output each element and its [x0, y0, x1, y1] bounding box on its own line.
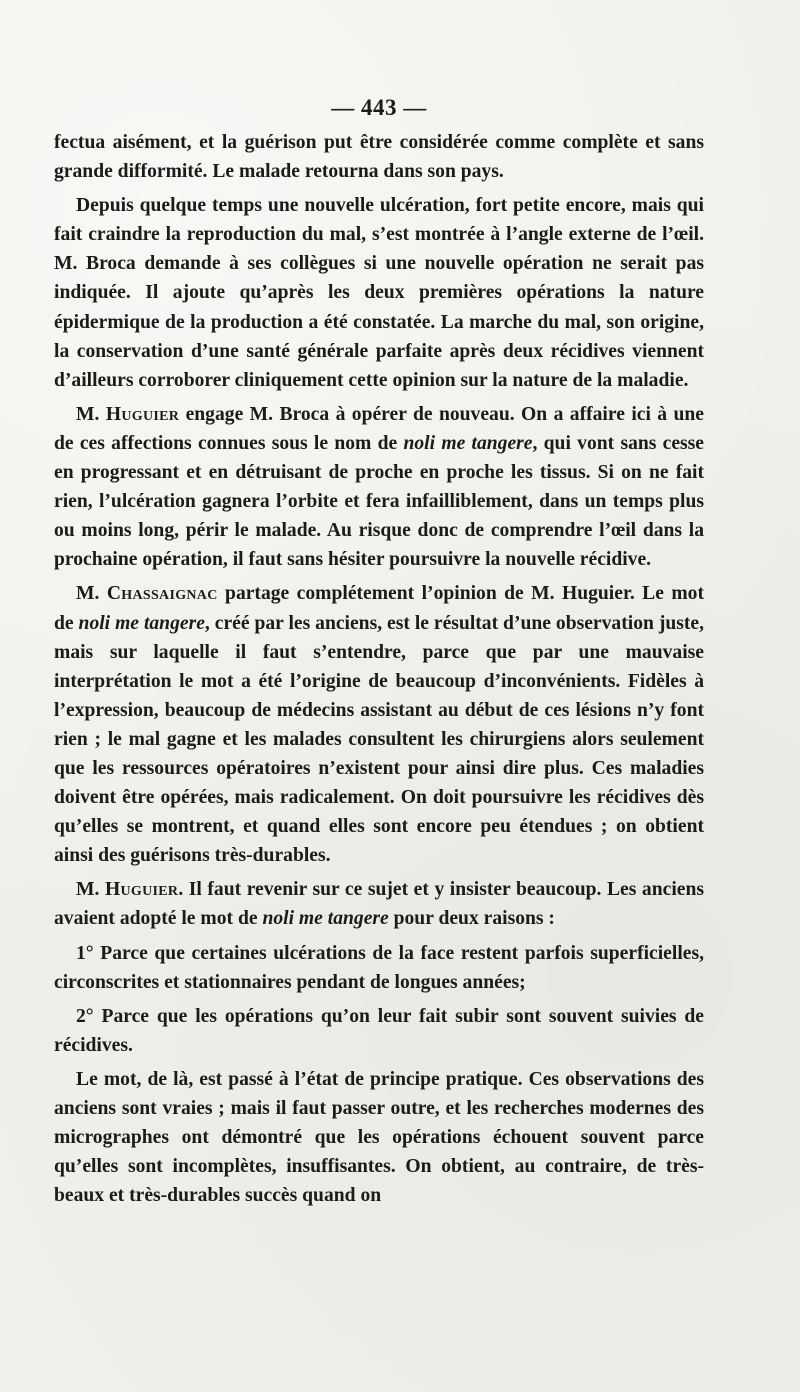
text-segment: noli me tangere [78, 612, 205, 634]
text-segment: Depuis quelque temps une nouvelle ulcération, fort petite encore, mais qui fait craindre la reproduction du mal, s’est montrée à l’angle externe de l’œil. M. Broca demande à ses collègues si une nouvelle opération ne serait pas indiquée. Il ajoute qu’après les deux premières opérations la nature épidermique de la production a été constatée. La marche du mal, son origine, la conservation d’une santé générale parfaite après deux récidives viennent d’ailleurs corroborer cliniquement cette opinion sur la nature de la maladie. [54, 195, 704, 391]
text-segment: Chassaignac [106, 583, 218, 605]
paragraph-2 [54, 191, 704, 395]
paragraph-6 [54, 939, 704, 997]
text-segment: noli me tangere [262, 908, 389, 930]
page-number: — 443 — [331, 95, 427, 120]
text-segment: noli me tangere [403, 432, 533, 454]
text-segment: Le mot, de là, est passé à l’état de principe pratique. Ces observations des anciens sont vraies ; mais il faut passer outre, et les recherches modernes des micrographes ont démontré que les opérations échouent souvent parce qu’elles sont incomplètes, insuffisantes. On obtient, au contraire, de très-beaux et très-durables succès quand on [54, 1068, 704, 1207]
paragraph-1 [54, 128, 704, 186]
text-segment: . Il faut revenir sur ce sujet et y insister beaucoup. Les anciens avaient adopté le mot de [54, 879, 704, 930]
text-segment: , créé par les anciens, est le résultat d’une observation juste, mais sur laquelle il faut s’entendre, parce que par une mauvaise interprétation le mot a été l’origine de beaucoup d’inconvénients. Fidèles à l’expression, beaucoup de médecins assistant au début de ces lésions n’y font rien ; le mal gagne et les malades consultent les chirurgiens alors seulement que les ressources opératoires n’existent pour ainsi dire plus. Ces maladies doivent être opérées, mais radicalement. On doit poursuivre les récidives dès qu’elles se montrent, et quand elles sont encore peu étendues ; on obtient ainsi des guérisons très-durables. [54, 612, 704, 867]
paragraph-7 [54, 1002, 704, 1060]
text-segment: M. [76, 583, 107, 605]
text-segment: Huguier [105, 403, 180, 425]
text-segment: 2° Parce que les opérations qu’on leur fait subir sont souvent suivies de récidives. [54, 1005, 704, 1056]
text-segment: partage complétement l’opinion de M. Huguier. Le mot de [54, 583, 704, 634]
text-segment: pour deux raisons : [388, 908, 555, 930]
paragraph-8 [54, 1065, 704, 1210]
text-segment: , qui vont sans cesse en progressant et en détruisant de proche en proche les tissus. Si on ne fait rien, l’ulcération gagnera l’orbite et fera infailliblement, dans un temps plus ou moins long, périr le malade. Au risque donc de comprendre l’œil dans la prochaine opération, il faut sans hésiter poursuivre la nouvelle récidive. [54, 432, 705, 571]
text-segment: Huguier [104, 879, 179, 901]
text-segment: 1° Parce que certaines ulcérations de la face restent parfois superficielles, circonscrites et stationnaires pendant de longues années; [54, 942, 704, 993]
text-segment: engage M. Broca à opérer de nouveau. On a affaire ici à une de ces affections connues sous le nom de [54, 403, 705, 454]
text-segment: M. [76, 403, 106, 425]
text-segment: fectua aisément, et la guérison put être considérée comme complète et sans grande difformité. Le malade retourna dans son pays. [54, 132, 704, 183]
paragraph-3 [54, 400, 704, 575]
paragraph-4 [54, 579, 704, 870]
body-text [54, 128, 704, 1210]
text-segment: M. [76, 879, 105, 901]
paragraph-5 [54, 875, 704, 933]
